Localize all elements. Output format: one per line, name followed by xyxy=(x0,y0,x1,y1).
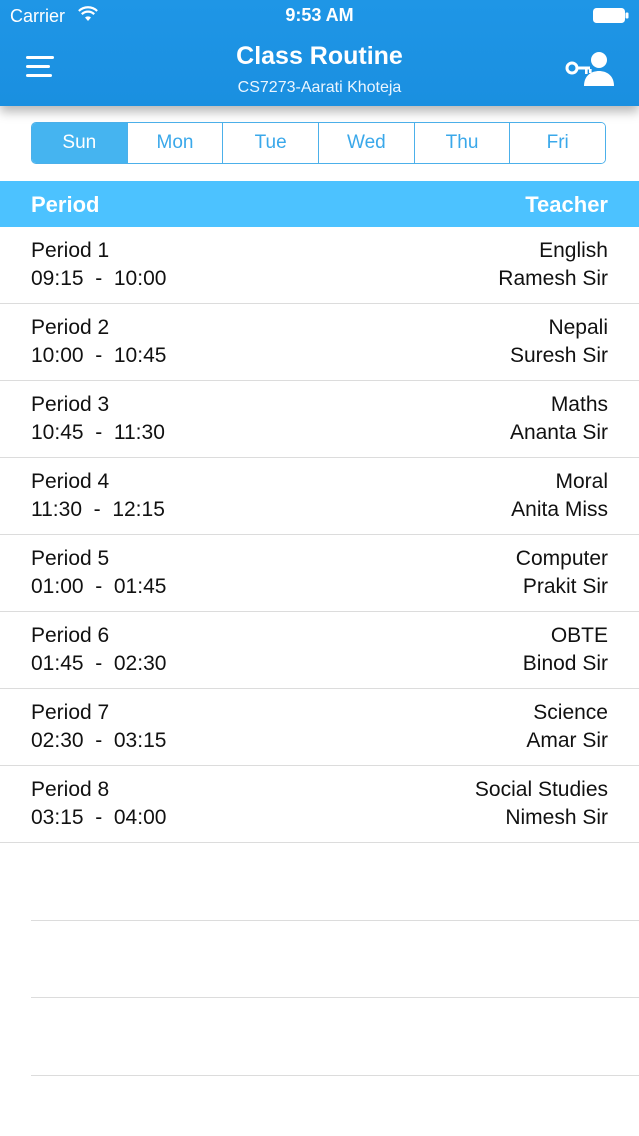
routine-row[interactable] xyxy=(0,612,639,689)
teacher-name: Amar Sir xyxy=(526,729,608,752)
empty-row-separator xyxy=(31,1075,639,1076)
day-tab-sun[interactable]: Sun xyxy=(32,123,128,163)
teacher-name: Anita Miss xyxy=(511,498,608,521)
period-time: 10:00 - 10:45 xyxy=(31,344,167,367)
day-selector xyxy=(31,122,606,164)
period-name: Period 6 xyxy=(31,624,110,647)
period-name: Period 3 xyxy=(31,393,110,416)
empty-row-separator xyxy=(31,920,639,921)
day-tab-thu[interactable]: Thu xyxy=(415,123,511,163)
routine-row[interactable] xyxy=(0,458,639,535)
teacher-name: Prakit Sir xyxy=(522,575,608,598)
day-tab-mon[interactable]: Mon xyxy=(128,123,224,163)
status-time: 9:53 AM xyxy=(285,5,354,25)
routine-row[interactable] xyxy=(0,535,639,612)
page-subtitle: CS7273-Aarati Khoteja xyxy=(237,79,402,96)
routine-row[interactable] xyxy=(0,304,639,381)
period-name: Period 4 xyxy=(31,470,110,493)
period-time: 09:15 - 10:00 xyxy=(31,267,167,290)
period-name: Period 8 xyxy=(31,778,110,801)
day-tab-fri[interactable]: Fri xyxy=(510,123,605,163)
teacher-name: Ananta Sir xyxy=(509,421,608,444)
day-tab-tue[interactable]: Tue xyxy=(223,123,319,163)
subject-name: Computer xyxy=(515,547,608,570)
routine-table-header xyxy=(0,181,639,227)
teacher-name: Binod Sir xyxy=(522,652,608,675)
period-time: 02:30 - 03:15 xyxy=(31,729,167,752)
page-title: Class Routine xyxy=(236,42,403,70)
status-bar xyxy=(0,0,639,32)
empty-row-separator xyxy=(31,997,639,998)
subject-name: OBTE xyxy=(550,624,608,647)
routine-row[interactable] xyxy=(0,689,639,766)
period-name: Period 5 xyxy=(31,547,110,570)
teacher-name: Ramesh Sir xyxy=(498,267,608,290)
routine-row[interactable] xyxy=(0,227,639,304)
routine-list xyxy=(0,227,639,843)
period-time: 01:45 - 02:30 xyxy=(31,652,167,675)
carrier-label: Carrier xyxy=(10,6,66,26)
subject-name: Science xyxy=(533,701,608,724)
period-time: 11:30 - 12:15 xyxy=(31,498,165,521)
routine-row[interactable] xyxy=(0,766,639,843)
teacher-column-header: Teacher xyxy=(525,192,608,217)
subject-name: Social Studies xyxy=(474,778,608,801)
routine-row[interactable] xyxy=(0,381,639,458)
teacher-name: Nimesh Sir xyxy=(505,806,608,829)
period-column-header: Period xyxy=(31,192,100,217)
period-time: 10:45 - 11:30 xyxy=(31,421,165,444)
period-name: Period 1 xyxy=(31,239,110,262)
subject-name: English xyxy=(539,239,608,262)
day-tab-wed[interactable]: Wed xyxy=(319,123,415,163)
period-time: 01:00 - 01:45 xyxy=(31,575,167,598)
period-time: 03:15 - 04:00 xyxy=(31,806,167,829)
subject-name: Maths xyxy=(550,393,608,416)
teacher-name: Suresh Sir xyxy=(509,344,608,367)
key-user-icon[interactable] xyxy=(563,50,615,86)
battery-icon xyxy=(593,8,629,23)
subject-name: Moral xyxy=(555,470,608,493)
app-header xyxy=(0,0,639,106)
period-name: Period 7 xyxy=(31,701,110,724)
period-name: Period 2 xyxy=(31,316,110,339)
subject-name: Nepali xyxy=(548,316,608,339)
